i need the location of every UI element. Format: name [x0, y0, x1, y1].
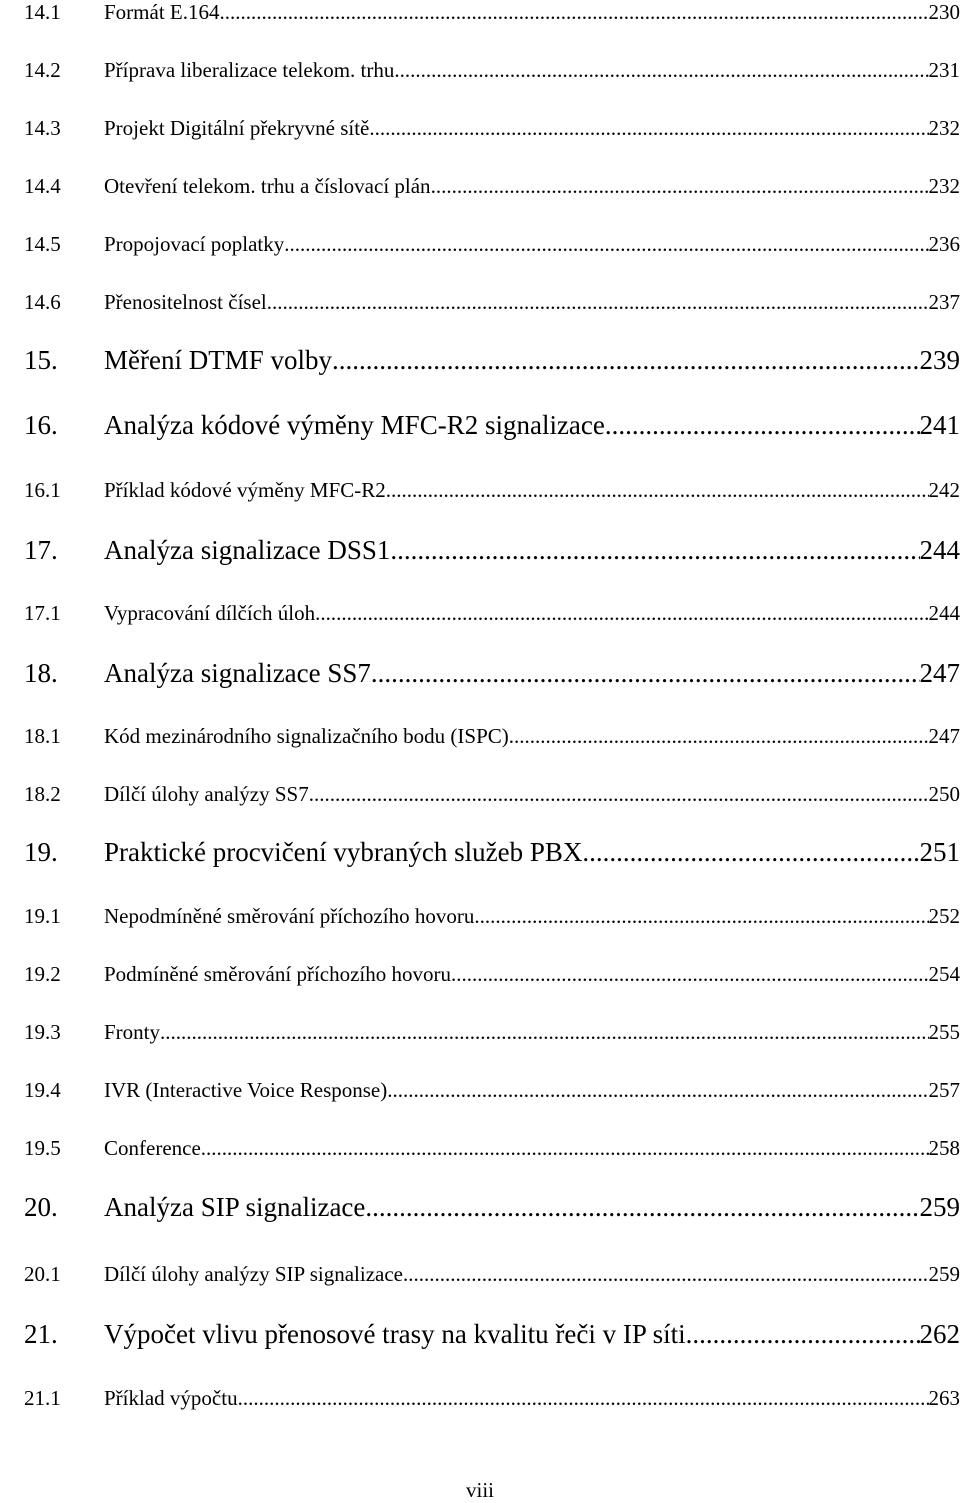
toc-entry-title: Analýza signalizace SS7: [104, 658, 371, 688]
toc-chapter-entry[interactable]: [24, 345, 960, 376]
toc-section-entry[interactable]: [24, 601, 960, 626]
toc-entry-title: Otevření telekom. trhu a číslovací plán: [104, 174, 431, 198]
toc-dot-leader: [403, 1262, 929, 1287]
toc-entry-number: 14.1: [24, 0, 61, 24]
toc-entry-number: 19.2: [24, 962, 61, 986]
toc-section-entry[interactable]: [24, 1386, 960, 1411]
toc-entry-number: 19.1: [24, 904, 61, 928]
toc-entry-title: IVR (Interactive Voice Response): [104, 1078, 388, 1102]
toc-entry-page: 232: [928, 116, 960, 140]
toc-entry-page: 258: [928, 1136, 960, 1160]
toc-entry-title: Příklad výpočtu: [104, 1386, 238, 1410]
toc-section-entry[interactable]: [24, 1136, 960, 1161]
toc-entry-number: 18.: [24, 658, 58, 688]
toc-entry-number: 20.: [24, 1192, 58, 1222]
toc-section-entry[interactable]: [24, 1078, 960, 1103]
toc-dot-leader: [267, 290, 929, 315]
toc-entry-number: 16.1: [24, 478, 61, 502]
toc-entry-number: 19.4: [24, 1078, 61, 1102]
toc-entry-page: 259: [919, 1192, 960, 1222]
toc-entry-number: 14.6: [24, 290, 61, 314]
toc-entry-number: 14.4: [24, 174, 61, 198]
toc-entry-page: 244: [928, 601, 960, 625]
toc-dot-leader: [390, 535, 919, 566]
toc-entry-page: 239: [919, 345, 960, 375]
toc-entry-title: Projekt Digitální překryvné sítě: [104, 116, 370, 140]
toc-entry-page: 230: [928, 0, 960, 24]
toc-dot-leader: [582, 837, 919, 868]
toc-section-entry[interactable]: [24, 1262, 960, 1287]
toc-entry-page: 254: [928, 962, 960, 986]
toc-entry-number: 20.1: [24, 1262, 61, 1286]
toc-entry-page: 250: [928, 782, 960, 806]
toc-entry-number: 21.: [24, 1319, 58, 1349]
toc-chapter-entry[interactable]: [24, 658, 960, 689]
toc-entry-title: Příprava liberalizace telekom. trhu: [104, 58, 395, 82]
toc-dot-leader: [160, 1020, 928, 1045]
toc-entry-title: Dílčí úlohy analýzy SIP signalizace: [104, 1262, 403, 1286]
toc-dot-leader: [220, 0, 929, 25]
toc-entry-number: 17.1: [24, 601, 61, 625]
toc-entry-page: 255: [928, 1020, 960, 1044]
toc-entry-number: 15.: [24, 345, 58, 375]
page-number: viii: [465, 1478, 494, 1502]
toc-entry-page: 236: [928, 232, 960, 256]
toc-section-entry[interactable]: [24, 904, 960, 929]
toc-entry-title: Formát E.164: [104, 0, 220, 24]
toc-section-entry[interactable]: [24, 232, 960, 257]
toc-entry-title: Měření DTMF volby: [104, 345, 332, 375]
toc-entry-title: Přenositelnost čísel: [104, 290, 267, 314]
toc-dot-leader: [365, 1192, 919, 1223]
toc-section-entry[interactable]: [24, 782, 960, 807]
toc-dot-leader: [369, 116, 928, 141]
toc-dot-leader: [284, 232, 928, 257]
toc-entry-number: 19.: [24, 837, 58, 867]
toc-dot-leader: [371, 658, 920, 689]
toc-entry-page: 231: [928, 58, 960, 82]
toc-entry-title: Podmíněné směrování příchozího hovoru: [104, 962, 452, 986]
toc-dot-leader: [309, 782, 929, 807]
toc-entry-title: Analýza kódové výměny MFC-R2 signalizace: [104, 410, 605, 440]
toc-entry-page: 244: [919, 535, 960, 565]
toc-section-entry[interactable]: [24, 724, 960, 749]
toc-entry-title: Analýza signalizace DSS1: [104, 535, 391, 565]
toc-entry-title: Fronty: [104, 1020, 161, 1044]
toc-chapter-entry[interactable]: [24, 535, 960, 566]
toc-section-entry[interactable]: [24, 58, 960, 83]
toc-chapter-entry[interactable]: [24, 1319, 960, 1350]
toc-chapter-entry[interactable]: [24, 410, 960, 441]
toc-entry-title: Vypracování dílčích úloh: [104, 601, 316, 625]
toc-entry-title: Analýza SIP signalizace: [104, 1192, 366, 1222]
toc-chapter-entry[interactable]: [24, 1192, 960, 1223]
toc-dot-leader: [394, 58, 928, 83]
toc-entry-page: 263: [928, 1386, 960, 1410]
toc-entry-number: 19.5: [24, 1136, 61, 1160]
toc-dot-leader: [474, 904, 928, 929]
toc-chapter-entry[interactable]: [24, 837, 960, 868]
toc-dot-leader: [238, 1386, 929, 1411]
toc-entry-page: 247: [928, 724, 960, 748]
toc-entry-number: 18.2: [24, 782, 61, 806]
toc-entry-title: Příklad kódové výměny MFC-R2: [104, 478, 386, 502]
toc-section-entry[interactable]: [24, 478, 960, 503]
toc-entry-title: Praktické procvičení vybraných služeb PBX: [104, 837, 583, 867]
toc-dot-leader: [686, 1319, 920, 1350]
toc-section-entry[interactable]: [24, 1020, 960, 1045]
toc-entry-number: 14.3: [24, 116, 61, 140]
toc-entry-number: 18.1: [24, 724, 61, 748]
toc-section-entry[interactable]: [24, 290, 960, 315]
toc-entry-page: 251: [919, 837, 960, 867]
toc-dot-leader: [387, 1078, 928, 1103]
toc-entry-number: 16.: [24, 410, 58, 440]
toc-section-entry[interactable]: [24, 116, 960, 141]
toc-section-entry[interactable]: [24, 174, 960, 199]
toc-entry-title: Nepodmíněné směrování příchozího hovoru: [104, 904, 475, 928]
toc-dot-leader: [315, 601, 928, 626]
toc-entry-number: 21.1: [24, 1386, 61, 1410]
toc-entry-title: Výpočet vlivu přenosové trasy na kvalitu řeči v IP síti: [104, 1319, 686, 1349]
toc-entry-page: 257: [928, 1078, 960, 1102]
toc-dot-leader: [605, 410, 920, 441]
toc-entry-page: 241: [919, 410, 960, 440]
toc-entry-title: Propojovací poplatky: [104, 232, 285, 256]
toc-dot-leader: [451, 962, 928, 987]
toc-entry-page: 247: [919, 658, 960, 688]
toc-entry-title: Conference: [104, 1136, 201, 1160]
toc-section-entry[interactable]: [24, 0, 960, 25]
toc-dot-leader: [509, 724, 929, 749]
toc-entry-page: 242: [928, 478, 960, 502]
toc-entry-number: 14.2: [24, 58, 61, 82]
toc-dot-leader: [431, 174, 929, 199]
toc-entry-title: Dílčí úlohy analýzy SS7: [104, 782, 309, 806]
toc-dot-leader: [332, 345, 920, 376]
toc-entry-number: 19.3: [24, 1020, 61, 1044]
toc-entry-page: 252: [928, 904, 960, 928]
toc-section-entry[interactable]: [24, 962, 960, 987]
toc-entry-title: Kód mezinárodního signalizačního bodu (ISPC): [104, 724, 509, 748]
toc-entry-page: 232: [928, 174, 960, 198]
toc-dot-leader: [201, 1136, 929, 1161]
toc-entry-number: 14.5: [24, 232, 61, 256]
toc-entry-page: 237: [928, 290, 960, 314]
toc-entry-page: 259: [928, 1262, 960, 1286]
toc-entry-page: 262: [919, 1319, 960, 1349]
toc-dot-leader: [386, 478, 929, 503]
toc-entry-number: 17.: [24, 535, 58, 565]
